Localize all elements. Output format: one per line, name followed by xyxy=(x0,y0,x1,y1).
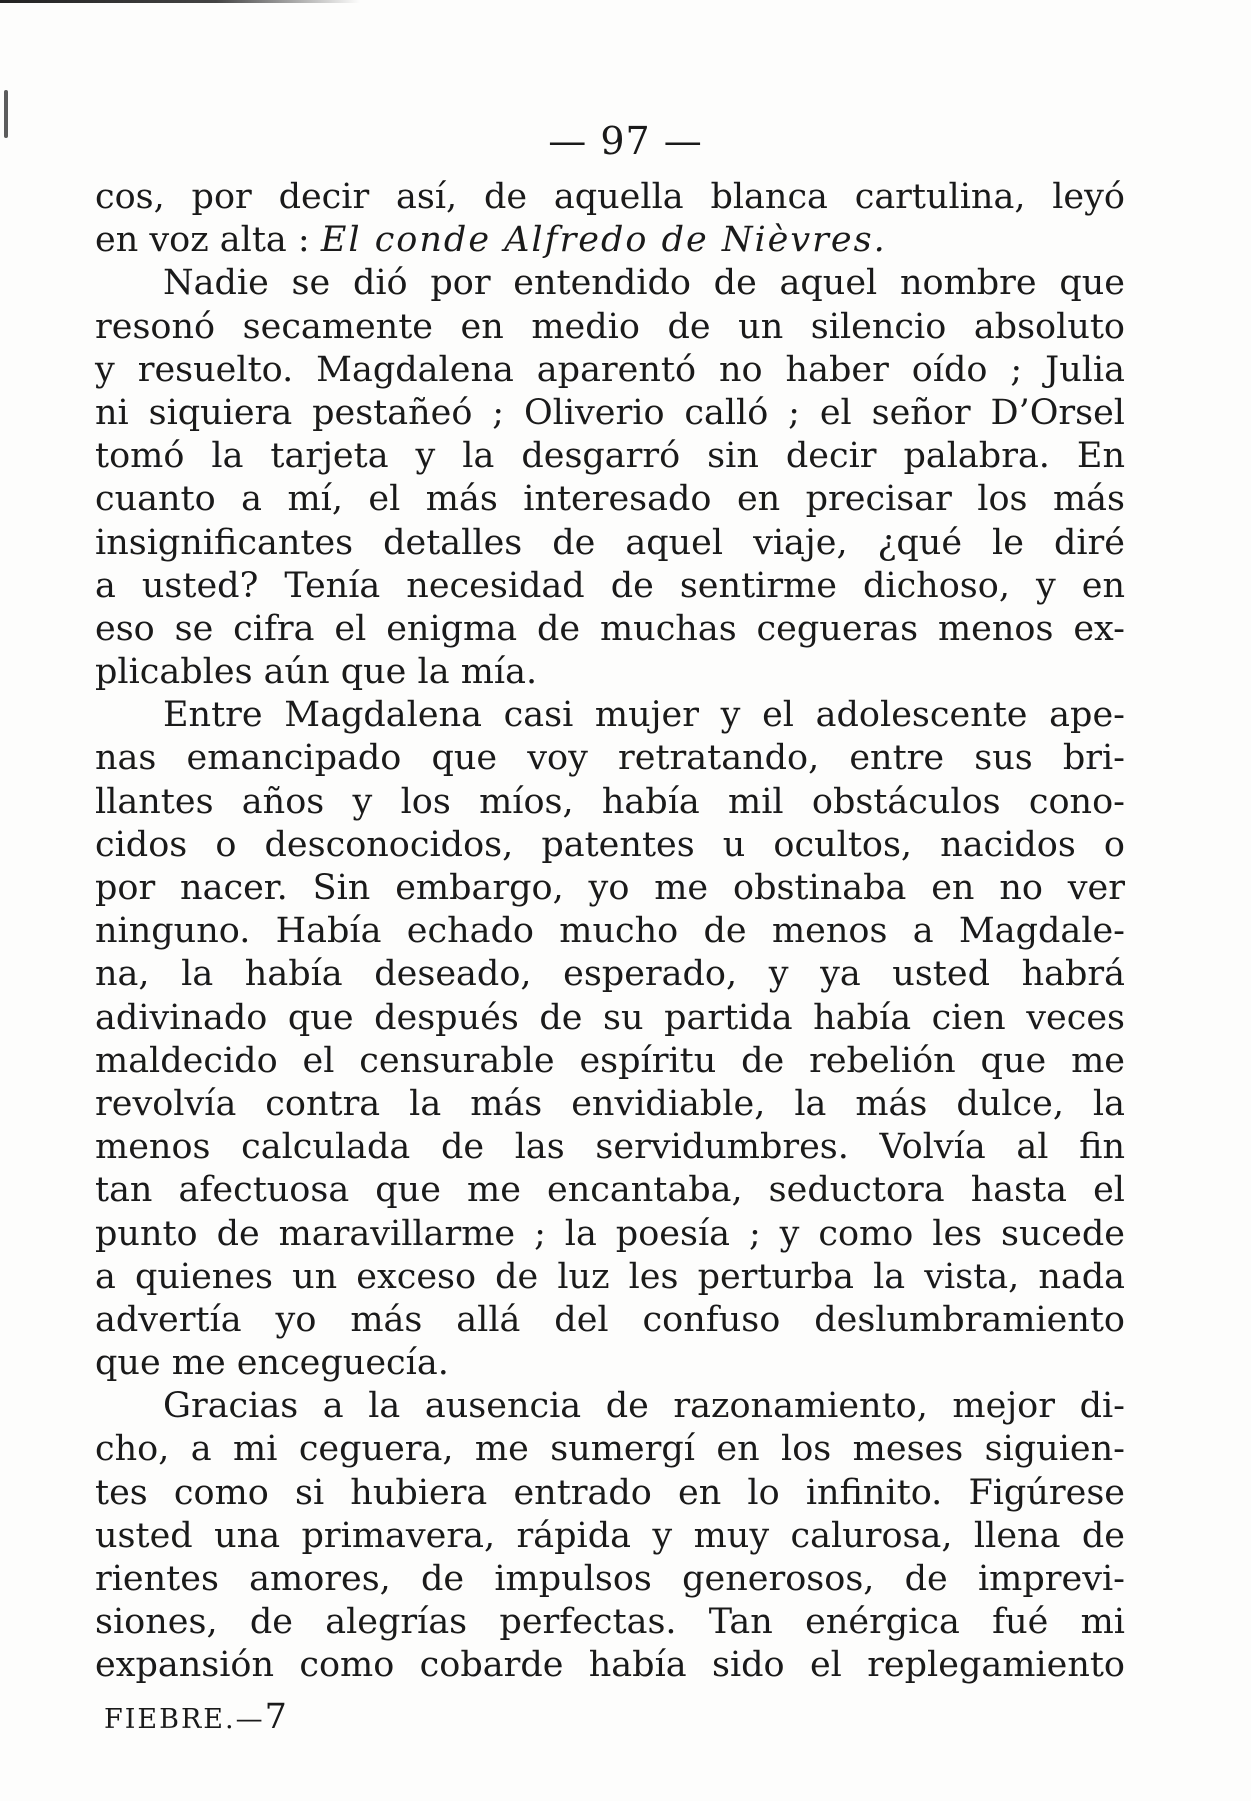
text-line: tomó la tarjeta y la desgarró sin decir palabra. En xyxy=(95,436,1125,477)
text-line: menos calculada de las servidumbres. Volvía al fin xyxy=(95,1127,1125,1168)
text-line: por nacer. Sin embargo, yo me obstinaba en no ver xyxy=(95,868,1125,908)
text-line: adivinado que después de su partida había cien veces xyxy=(95,997,1125,1038)
paragraph-start-line: Gracias a la ausencia de razonamiento, mejor di- xyxy=(163,1386,1125,1427)
text-line: usted una primavera, rápida y muy calurosa, llena de xyxy=(95,1515,1125,1556)
signature-label: FIEBRE.— xyxy=(104,1704,265,1735)
text-line: tan afectuosa que me encantaba, seductora hasta el xyxy=(95,1170,1125,1211)
text-line: ni siquiera pestañeó ; Oliverio calló ; el señor D’Orsel xyxy=(95,392,1125,433)
text-line: nas emancipado que voy retratando, entre sus bri- xyxy=(95,738,1125,779)
text-line: y resuelto. Magdalena aparentó no haber oído ; Julia xyxy=(95,349,1125,390)
text-line: na, la había deseado, esperado, y ya usted habrá xyxy=(95,954,1125,995)
text-line: llantes años y los míos, había mil obstáculos cono- xyxy=(95,781,1125,822)
text-line: cos, por decir así, de aquella blanca cartulina, leyó xyxy=(95,177,1125,217)
text-line: cidos o desconocidos, patentes u ocultos, nacidos o xyxy=(95,824,1125,865)
paragraph-end-line: plicables aún que la mía. xyxy=(95,652,538,693)
italic-title: El conde Alfredo de Nièvres. xyxy=(320,220,887,261)
signature-number: 7 xyxy=(264,1697,289,1737)
text-line: expansión como cobarde había sido el replegamiento xyxy=(95,1645,1125,1686)
paragraph-start-line: Nadie se dió por entendido de aquel nombre que xyxy=(163,263,1125,304)
text-line: en voz alta : El conde Alfredo de Nièvres. xyxy=(95,220,887,261)
text-line: resonó secamente en medio de un silencio absoluto xyxy=(95,306,1125,347)
body-text xyxy=(95,176,1125,1688)
text-line: a usted? Tenía necesidad de sentirme dichoso, y en xyxy=(95,565,1125,606)
paragraph-start-line: Entre Magdalena casi mujer y el adolescente ape- xyxy=(163,695,1125,736)
text-line: eso se cifra el enigma de muchas cegueras menos ex- xyxy=(95,608,1125,649)
text-line: rientes amores, de impulsos generosos, de imprevi- xyxy=(95,1559,1125,1599)
text-line: a quienes un exceso de luz les perturba la vista, nada xyxy=(95,1256,1125,1297)
text-line: cuanto a mí, el más interesado en precisar los más xyxy=(95,479,1125,520)
text-line: tes como si hubiera entrado en lo infinito. Figúrese xyxy=(95,1472,1125,1513)
text-line: siones, de alegrías perfectas. Tan enérgica fué mi xyxy=(95,1602,1125,1643)
paragraph-end-line: que me enceguecía. xyxy=(95,1343,449,1384)
text-line: punto de maravillarme ; la poesía ; y como les sucede xyxy=(95,1213,1125,1254)
text-line: advertía yo más allá del confuso deslumbramiento xyxy=(95,1299,1125,1340)
text-line: maldecido el censurable espíritu de rebelión que me xyxy=(95,1040,1125,1081)
text-line: cho, a mi ceguera, me sumergí en los meses siguien- xyxy=(95,1429,1125,1470)
text-line: insignificantes detalles de aquel viaje, ¿qué le diré xyxy=(95,522,1125,563)
text-line: revolvía contra la más envidiable, la más dulce, la xyxy=(95,1083,1125,1124)
top-edge-rule xyxy=(0,0,360,3)
page-number: — 97 — xyxy=(548,119,703,163)
text-line: ninguno. Había echado mucho de menos a Magdale- xyxy=(95,911,1125,952)
printer-signature xyxy=(104,1697,289,1740)
